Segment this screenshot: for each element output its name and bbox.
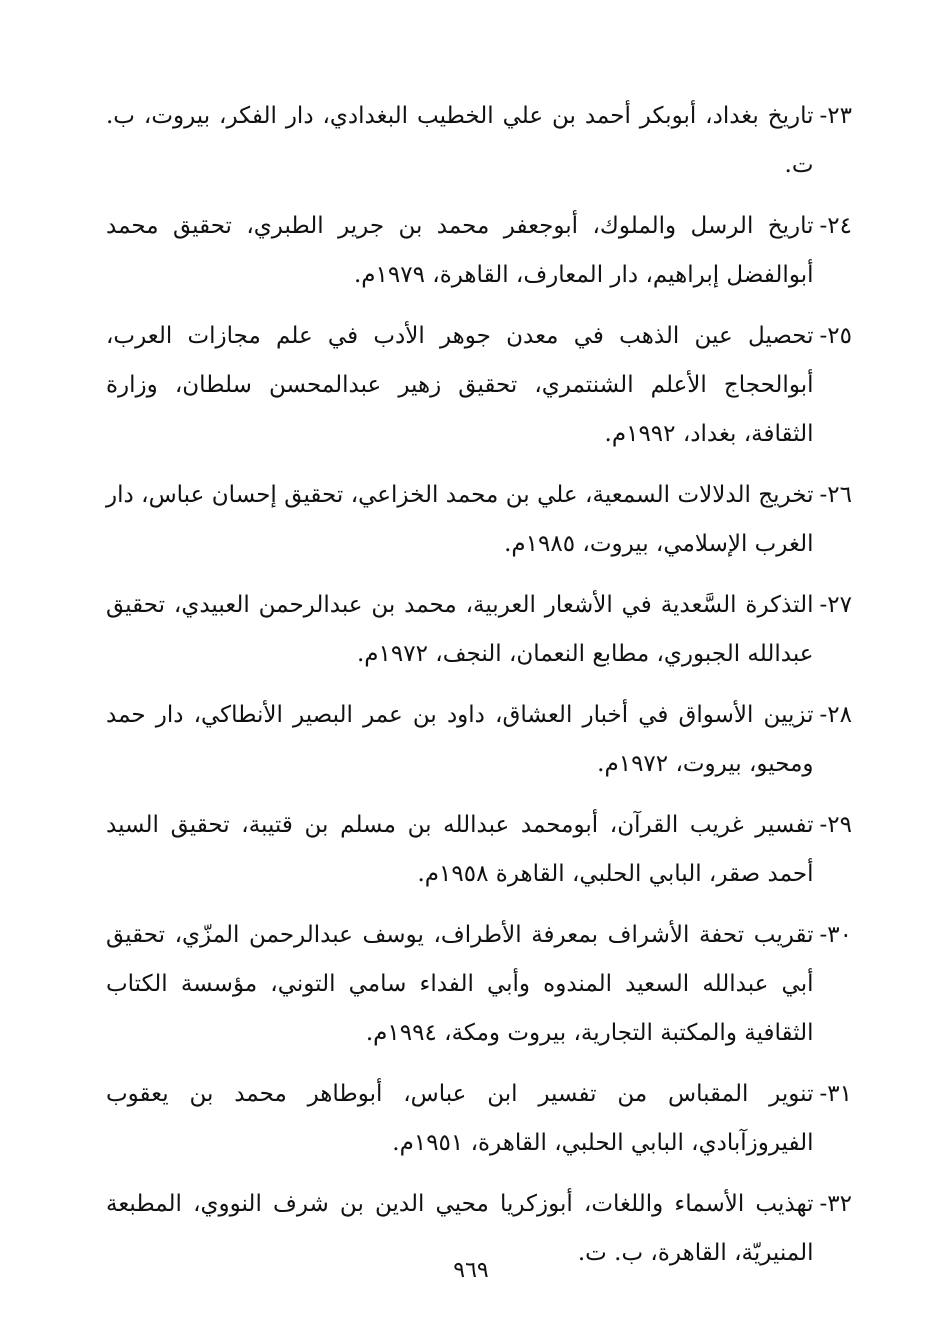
reference-entry	[106, 202, 852, 300]
reference-number: ٢٣-	[819, 103, 852, 129]
reference-number: ٢٥-	[819, 323, 852, 349]
reference-text: تحصيل عين الذهب في معدن جوهر الأدب في علم مجازات العرب، أبوالحجاج الأعلم الشنتمري، تحقيق زهير عبدالمحسن سلطان، وزارة الثقافة، بغداد، ١٩٩٢م.	[106, 323, 814, 447]
reference-entry	[106, 801, 852, 899]
reference-entry	[106, 1070, 852, 1168]
reference-text: تنوير المقباس من تفسير ابن عباس، أبوطاهر محمد بن يعقوب الفيروزآبادي، البابي الحلبي، القاهرة، ١٩٥١م.	[106, 1081, 814, 1156]
reference-number: ٢٧-	[819, 592, 852, 618]
reference-text: تزيين الأسواق في أخبار العشاق، داود بن عمر البصير الأنطاكي، دار حمد ومحيو، بيروت، ١٩٧٢م.	[106, 702, 814, 777]
reference-entry	[106, 312, 852, 459]
reference-text: تخريج الدلالات السمعية، علي بن محمد الخزاعي، تحقيق إحسان عباس، دار الغرب الإسلامي، بيروت، ١٩٨٥م.	[106, 482, 814, 557]
reference-entry	[106, 471, 852, 569]
reference-text: تاريخ بغداد، أبوبكر أحمد بن علي الخطيب البغدادي، دار الفكر، بيروت، ب. ت.	[106, 103, 814, 178]
reference-text: تفسير غريب القرآن، أبومحمد عبدالله بن مسلم بن قتيبة، تحقيق السيد أحمد صقر، البابي الحلبي، القاهرة ١٩٥٨م.	[106, 812, 814, 887]
reference-text: التذكرة السَّعدية في الأشعار العربية، محمد بن عبدالرحمن العبيدي، تحقيق عبدالله الجبوري، مطابع النعمان، النجف، ١٩٧٢م.	[106, 592, 814, 667]
reference-number: ٣١-	[819, 1081, 852, 1107]
reference-number: ٢٩-	[819, 812, 852, 838]
reference-text: تقريب تحفة الأشراف بمعرفة الأطراف، يوسف عبدالرحمن المزّي، تحقيق أبي عبدالله السعيد المندوه وأبي الفداء سامي التوني، مؤسسة الكتاب الثقافية والمكتبة التجارية، بيروت ومكة، ١٩٩٤م.	[106, 922, 814, 1046]
reference-number: ٣٠-	[819, 922, 852, 948]
page-number: ٩٦٩	[453, 1258, 489, 1283]
reference-text: تاريخ الرسل والملوك، أبوجعفر محمد بن جرير الطبري، تحقيق محمد أبوالفضل إبراهيم، دار المعارف، القاهرة، ١٩٧٩م.	[106, 213, 814, 288]
reference-list	[106, 92, 852, 1290]
reference-number: ٢٨-	[819, 702, 852, 728]
reference-entry	[106, 581, 852, 679]
reference-entry	[106, 911, 852, 1058]
reference-number: ٣٢-	[819, 1191, 852, 1217]
reference-text: تهذيب الأسماء واللغات، أبوزكريا محيي الدين بن شرف النووي، المطبعة المنيريّة، القاهرة، ب. ت.	[106, 1191, 814, 1266]
reference-number: ٢٤-	[819, 213, 852, 239]
reference-number: ٢٦-	[819, 482, 852, 508]
reference-entry	[106, 691, 852, 789]
reference-entry	[106, 92, 852, 190]
